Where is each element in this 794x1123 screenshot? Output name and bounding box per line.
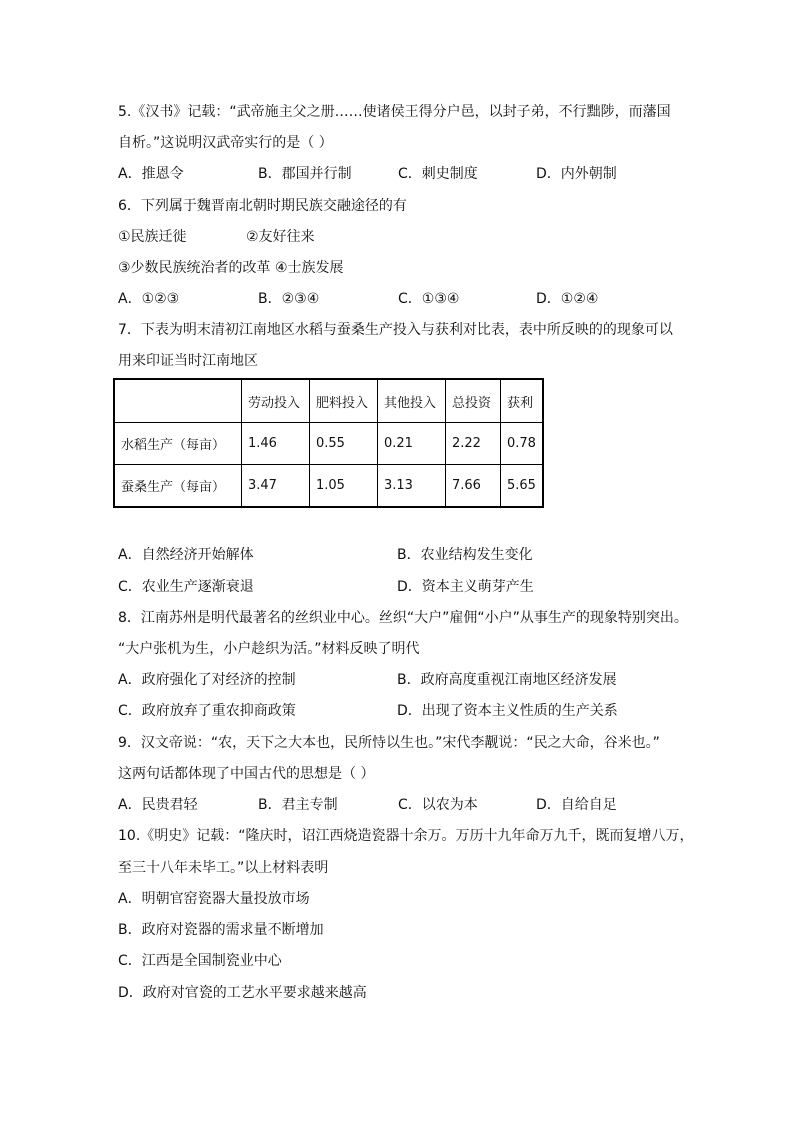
table-cell: 7.66 xyxy=(446,465,501,508)
table-cell: 3.13 xyxy=(378,465,446,508)
q5-stem-line2: 自析。”这说明汉武帝实行的是（ ） xyxy=(118,135,333,151)
q10-stem-line1: 10.《明史》记载：“隆庆时，诏江西烧造瓷器十余万。万历十九年命万九千，既而复增八万， xyxy=(118,828,694,844)
q8-option-d[interactable]: D．出现了资本主义性质的生产关系 xyxy=(397,703,618,719)
table-header-cell: 其他投入 xyxy=(378,379,446,423)
q9-option-a[interactable]: A．民贵君轻 xyxy=(118,797,198,813)
table-cell: 0.55 xyxy=(310,423,378,465)
q10-option-c[interactable]: C．江西是全国制瓷业中心 xyxy=(118,953,282,969)
q10-option-a[interactable]: A．明朝官窑瓷器大量投放市场 xyxy=(118,891,310,907)
q7-stem-line1: 7．下表为明末清初江南地区水稻与蚕桑生产投入与获利对比表，表中所反映的的现象可以 xyxy=(118,322,673,338)
table-row xyxy=(114,465,543,508)
table-row-label: 水稻生产（每亩） xyxy=(114,423,242,465)
q10-option-b[interactable]: B．政府对瓷器的需求量不断增加 xyxy=(118,922,324,938)
q6-stem: 6．下列属于魏晋南北朝时期民族交融途径的有 xyxy=(118,198,407,214)
q10-stem-line2: 至三十八年未毕工。”以上材料表明 xyxy=(118,860,329,876)
q5-stem-line1: 5.《汉书》记载：“武帝施主父之册……使诸侯王得分户邑，以封子弟，不行黜陟，而藩国 xyxy=(118,104,671,120)
q7-option-b[interactable]: B．农业结构发生变化 xyxy=(397,547,533,563)
q6-option-b[interactable]: B．②③④ xyxy=(258,291,320,307)
q10-option-d[interactable]: D．政府对官瓷的工艺水平要求越来越高 xyxy=(118,985,367,1001)
table-cell: 5.65 xyxy=(501,465,543,508)
table-header-row xyxy=(114,379,543,423)
q5-option-b[interactable]: B．郡国并行制 xyxy=(258,166,352,182)
q7-data-table xyxy=(113,378,544,508)
q8-stem-line1: 8．江南苏州是明代最著名的丝织业中心。丝织“大户”雇佣“小户”从事生产的现象特别突出。 xyxy=(118,610,688,626)
table-row-label: 蚕桑生产（每亩） xyxy=(114,465,242,508)
table-header-cell: 劳动投入 xyxy=(242,379,310,423)
q6-items-3-4: ③少数民族统治者的改革 ④士族发展 xyxy=(118,260,344,276)
q8-option-a[interactable]: A．政府强化了对经济的控制 xyxy=(118,672,296,688)
q6-item-2: ②友好往来 xyxy=(246,229,315,245)
q5-option-c[interactable]: C．刺史制度 xyxy=(398,166,478,182)
q7-option-d[interactable]: D．资本主义萌芽产生 xyxy=(397,579,534,595)
table-header-cell xyxy=(114,379,242,423)
table-header-cell: 获利 xyxy=(501,379,543,423)
table-cell: 3.47 xyxy=(242,465,310,508)
q9-option-b[interactable]: B．君主专制 xyxy=(258,797,338,813)
q9-option-c[interactable]: C．以农为本 xyxy=(398,797,478,813)
table-cell: 0.21 xyxy=(378,423,446,465)
q7-stem-line2: 用来印证当时江南地区 xyxy=(118,353,258,369)
table-header-cell: 肥料投入 xyxy=(310,379,378,423)
table-row xyxy=(114,423,543,465)
q8-option-c[interactable]: C．政府放弃了重农抑商政策 xyxy=(118,703,296,719)
table-cell: 1.05 xyxy=(310,465,378,508)
table-cell: 2.22 xyxy=(446,423,501,465)
table-cell: 1.46 xyxy=(242,423,310,465)
q9-option-d[interactable]: D．自给自足 xyxy=(536,797,617,813)
q7-option-a[interactable]: A．自然经济开始解体 xyxy=(118,547,254,563)
q9-stem-line1: 9．汉文帝说：“农，天下之大本也，民所恃以生也。”宋代李觏说：“民之大命，谷米也。” xyxy=(118,735,660,751)
table-header-cell: 总投资 xyxy=(446,379,501,423)
q6-option-a[interactable]: A．①②③ xyxy=(118,291,180,307)
q6-option-c[interactable]: C．①③④ xyxy=(398,291,460,307)
q6-item-1: ①民族迁徙 xyxy=(118,229,187,245)
table-cell: 0.78 xyxy=(501,423,543,465)
q5-option-d[interactable]: D．内外朝制 xyxy=(536,166,617,182)
q8-stem-line2: “大户张机为生，小户趁织为活。”材料反映了明代 xyxy=(118,641,420,657)
q8-option-b[interactable]: B．政府高度重视江南地区经济发展 xyxy=(397,672,617,688)
q5-option-a[interactable]: A．推恩令 xyxy=(118,166,184,182)
q9-stem-line2: 这两句话都体现了中国古代的思想是（ ） xyxy=(118,766,375,782)
q7-option-c[interactable]: C．农业生产逐渐衰退 xyxy=(118,579,254,595)
q6-option-d[interactable]: D．①②④ xyxy=(536,291,599,307)
